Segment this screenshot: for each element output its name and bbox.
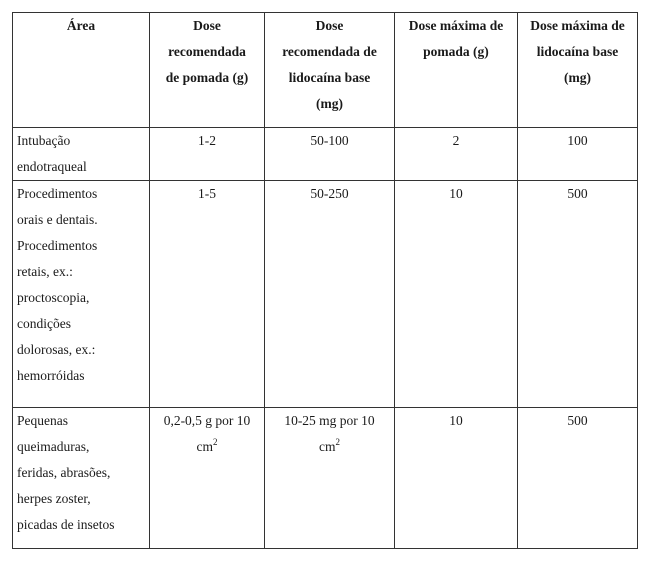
unit-cm2: $cm^2$ — [319, 437, 340, 454]
max-ointment-cell: 10 — [395, 408, 518, 549]
area-cell: Procedimentos orais e dentais. Procedimentos retais, ex.: proctoscopia, condições dolorosas, ex.: hemorróidas — [13, 181, 150, 408]
area-cell: Intubação endotraqueal — [13, 128, 150, 181]
max-lidocaine-cell: 500 — [518, 408, 638, 549]
table-row — [13, 408, 638, 549]
dosage-table — [12, 12, 638, 549]
header-max-lidocaine-dose: Dose máxima de lidocaína base (mg) — [518, 13, 638, 128]
unit-cm2: $cm^2$ — [196, 437, 218, 454]
header-max-ointment-dose: Dose máxima de pomada (g) — [395, 13, 518, 128]
max-lidocaine-cell: 100 — [518, 128, 638, 181]
recommended-ointment-cell: 0,2-0,5 g por 10 $cm^2$ — [150, 408, 265, 549]
header-recommended-ointment-dose: Dose recomendada de pomada (g) — [150, 13, 265, 128]
header-recommended-lidocaine-dose: Dose recomendada de lidocaína base (mg) — [265, 13, 395, 128]
recommended-lidocaine-cell: 50-100 — [265, 128, 395, 181]
max-ointment-cell: 10 — [395, 181, 518, 408]
recommended-ointment-cell: 1-5 — [150, 181, 265, 408]
header-area: Área — [13, 13, 150, 128]
recommended-lidocaine-cell: 10-25 mg por 10 $cm^2$ — [265, 408, 395, 549]
table-header-row — [13, 13, 638, 128]
max-lidocaine-cell: 500 — [518, 181, 638, 408]
table-row — [13, 128, 638, 181]
area-cell: Pequenas queimaduras, feridas, abrasões, herpes zoster, picadas de insetos — [13, 408, 150, 549]
recommended-lidocaine-cell: 50-250 — [265, 181, 395, 408]
max-ointment-cell: 2 — [395, 128, 518, 181]
recommended-ointment-cell: 1-2 — [150, 128, 265, 181]
table-row — [13, 181, 638, 408]
